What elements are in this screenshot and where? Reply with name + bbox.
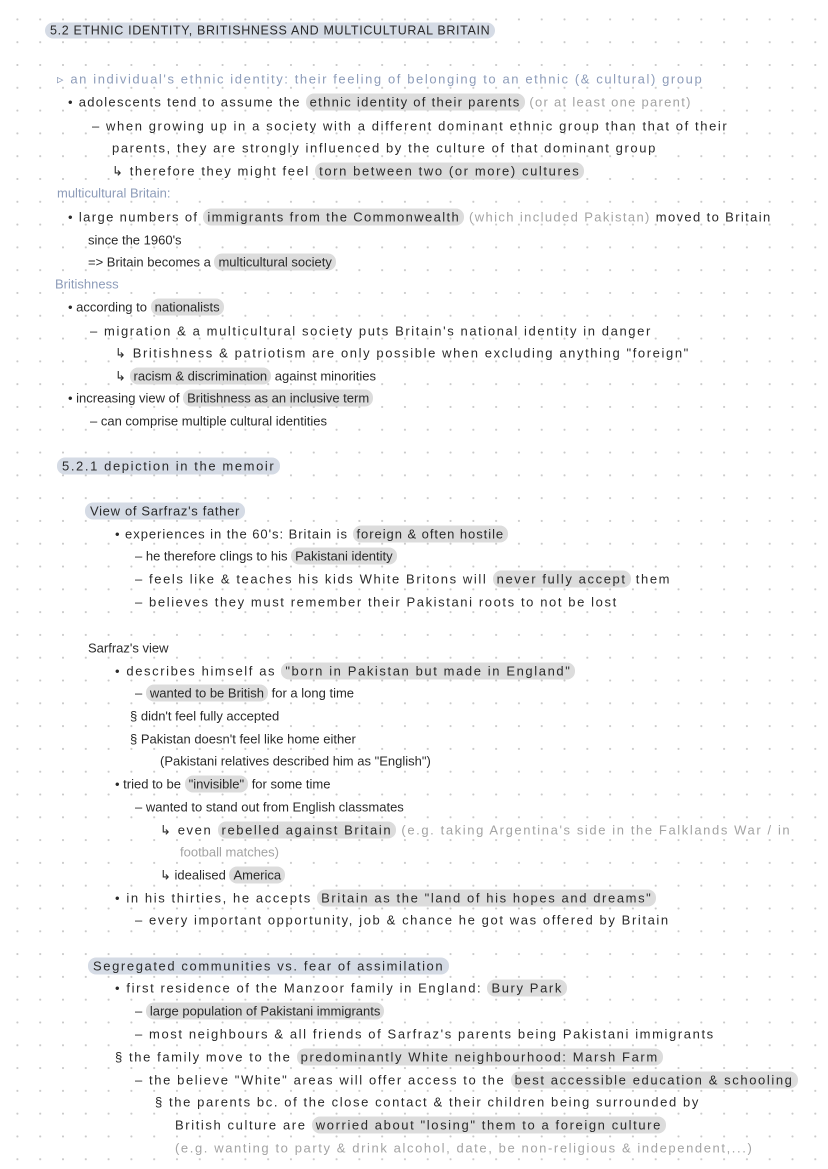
note-text: • large numbers of <box>68 209 204 225</box>
highlighted-text: never fully accept <box>493 571 631 588</box>
highlighted-text: "born in Pakistan but made in England" <box>281 663 575 680</box>
note-text: – every important opportunity, job & chance he got was offered by Britain <box>135 912 670 928</box>
note-text: • in his thirties, he accepts <box>115 890 318 906</box>
note-line <box>130 731 356 748</box>
section-heading <box>85 503 245 520</box>
note-text: § didn't feel fully accepted <box>130 708 280 724</box>
aside-text: (e.g. wanting to party & drink alcohol, date, be non-religious & independent,...) <box>175 1140 754 1156</box>
note-text: – feels like & teaches his kids White Britons will <box>135 571 493 587</box>
note-line <box>115 526 508 543</box>
note-line <box>112 163 584 180</box>
highlighted-text: nationalists <box>151 299 224 316</box>
note-line <box>135 912 670 929</box>
note-text: for a long time <box>268 685 355 701</box>
highlighted-text: multicultural society <box>214 254 335 271</box>
note-text: for some time <box>248 776 331 792</box>
note-text: § the family move to the <box>115 1049 297 1065</box>
note-text: ↳ idealised <box>160 867 230 883</box>
highlighted-text: worried about "losing" them to a foreign culture <box>312 1117 666 1134</box>
highlighted-text: large population of Pakistani immigrants <box>146 1003 385 1020</box>
note-text: – the believe "White" areas will offer access to the <box>135 1072 511 1088</box>
note-line <box>130 708 279 725</box>
note-text: ↳ <box>115 368 130 384</box>
note-line <box>90 413 327 430</box>
highlighted-text: torn between two (or more) cultures <box>315 163 584 180</box>
note-line <box>115 980 567 997</box>
note-text: British culture are <box>175 1117 312 1133</box>
note-text: – <box>135 685 146 701</box>
note-line <box>135 1072 798 1089</box>
note-line <box>175 1117 666 1134</box>
note-text: ↳ even <box>160 822 218 838</box>
note-text: – he therefore clings to his <box>135 548 292 564</box>
heading-text: 5.2.1 depiction in the memoir <box>57 458 280 475</box>
note-line <box>135 799 404 816</box>
highlighted-text: wanted to be British <box>146 685 268 702</box>
note-line <box>68 94 692 111</box>
highlighted-text: ethnic identity of their parents <box>306 94 525 111</box>
note-line <box>160 867 285 884</box>
note-line <box>112 140 657 157</box>
note-line <box>68 209 772 226</box>
highlighted-text: "invisible" <box>185 776 248 793</box>
aside-text: football matches) <box>180 844 279 860</box>
note-line <box>155 1094 700 1111</box>
note-text: => Britain becomes a <box>88 254 215 270</box>
note-text: • adolescents tend to assume the <box>68 94 306 110</box>
note-text: ↳ Britishness & patriotism are only possible when excluding anything "foreign" <box>115 345 690 361</box>
note-text: • first residence of the Manzoor family in England: <box>115 980 488 996</box>
note-line <box>57 185 170 202</box>
subtopic-label: Britishness <box>55 276 119 292</box>
highlighted-text: racism & discrimination <box>130 368 272 385</box>
section-heading <box>45 23 495 40</box>
note-line <box>135 594 618 611</box>
note-line <box>57 71 703 88</box>
highlighted-text: best accessible education & schooling <box>511 1072 798 1089</box>
note-line <box>92 118 728 135</box>
note-line <box>88 254 336 271</box>
note-line <box>115 663 575 680</box>
note-line <box>135 1003 384 1020</box>
note-text: • describes himself as <box>115 663 282 679</box>
note-text: – <box>135 1003 146 1019</box>
highlighted-text: foreign & often hostile <box>353 526 509 543</box>
highlighted-text: rebelled against Britain <box>218 822 397 839</box>
note-line <box>180 844 279 861</box>
highlighted-text: predominantly White neighbourhood: Marsh Farm <box>297 1049 663 1066</box>
note-line <box>115 368 376 385</box>
note-text: since the 1960's <box>88 232 182 248</box>
note-text: – when growing up in a society with a different dominant ethnic group than that of their <box>92 118 729 134</box>
heading-text: 5.2 ETHNIC IDENTITY, BRITISHNESS AND MULTICULTURAL BRITAIN <box>45 23 495 39</box>
heading-text: View of Sarfraz's father <box>85 503 245 520</box>
note-line <box>115 345 690 362</box>
note-line <box>135 548 397 565</box>
highlighted-text: Britain as the "land of his hopes and dreams" <box>317 890 656 907</box>
note-text: – believes they must remember their Pakistani roots to not be lost <box>135 594 618 610</box>
aside-text: (e.g. taking Argentina's side in the Falklands War / in <box>396 822 792 838</box>
note-text: – wanted to stand out from English classmates <box>135 799 404 815</box>
highlighted-text: immigrants from the Commonwealth <box>203 209 464 226</box>
note-line <box>88 232 182 249</box>
note-text: • experiences in the 60's: Britain is <box>115 526 353 542</box>
note-text: – migration & a multicultural society puts Britain's national identity in danger <box>90 323 652 339</box>
note-text: against minorities <box>271 368 376 384</box>
note-text: – most neighbours & all friends of Sarfraz's parents being Pakistani immigrants <box>135 1026 715 1042</box>
note-text: • tried to be <box>115 776 185 792</box>
note-line <box>135 685 354 702</box>
subtopic-label: multicultural Britain: <box>57 185 171 201</box>
note-text: (Pakistani relatives described him as "English") <box>160 753 431 769</box>
note-line <box>88 640 169 657</box>
aside-text: (which included Pakistan) <box>464 209 651 225</box>
section-heading <box>57 458 280 475</box>
highlighted-text: Bury Park <box>487 980 566 997</box>
note-line <box>68 390 373 407</box>
aside-text: (or at least one parent) <box>524 94 692 110</box>
note-text: Sarfraz's view <box>88 640 169 656</box>
note-text: § Pakistan doesn't feel like home either <box>130 731 356 747</box>
note-text: them <box>630 571 672 587</box>
note-line <box>160 753 431 770</box>
note-line <box>135 571 671 588</box>
note-text: § the parents bc. of the close contact & their children being surrounded by <box>155 1094 700 1110</box>
note-text: parents, they are strongly influenced by the culture of that dominant group <box>112 140 657 156</box>
highlighted-text: Britishness as an inclusive term <box>183 390 373 407</box>
note-line <box>135 1026 715 1043</box>
note-line <box>175 1140 753 1157</box>
subtopic-label: ▹ an individual's ethnic identity: their feeling of belonging to an ethnic (& cultural) group <box>57 71 704 87</box>
highlighted-text: America <box>229 867 285 884</box>
note-text: • increasing view of <box>68 390 184 406</box>
note-line <box>68 299 224 316</box>
note-line <box>55 276 119 293</box>
section-heading <box>88 958 449 975</box>
note-line <box>115 890 656 907</box>
note-line <box>160 822 791 839</box>
note-text: – can comprise multiple cultural identities <box>90 413 327 429</box>
highlighted-text: Pakistani identity <box>291 548 397 565</box>
note-text: ↳ therefore they might feel <box>112 163 316 179</box>
note-line <box>115 776 330 793</box>
note-text: moved to Britain <box>650 209 772 225</box>
note-text: • according to <box>68 299 151 315</box>
heading-text: Segregated communities vs. fear of assimilation <box>88 958 449 975</box>
note-line <box>90 323 652 340</box>
note-line <box>115 1049 663 1066</box>
